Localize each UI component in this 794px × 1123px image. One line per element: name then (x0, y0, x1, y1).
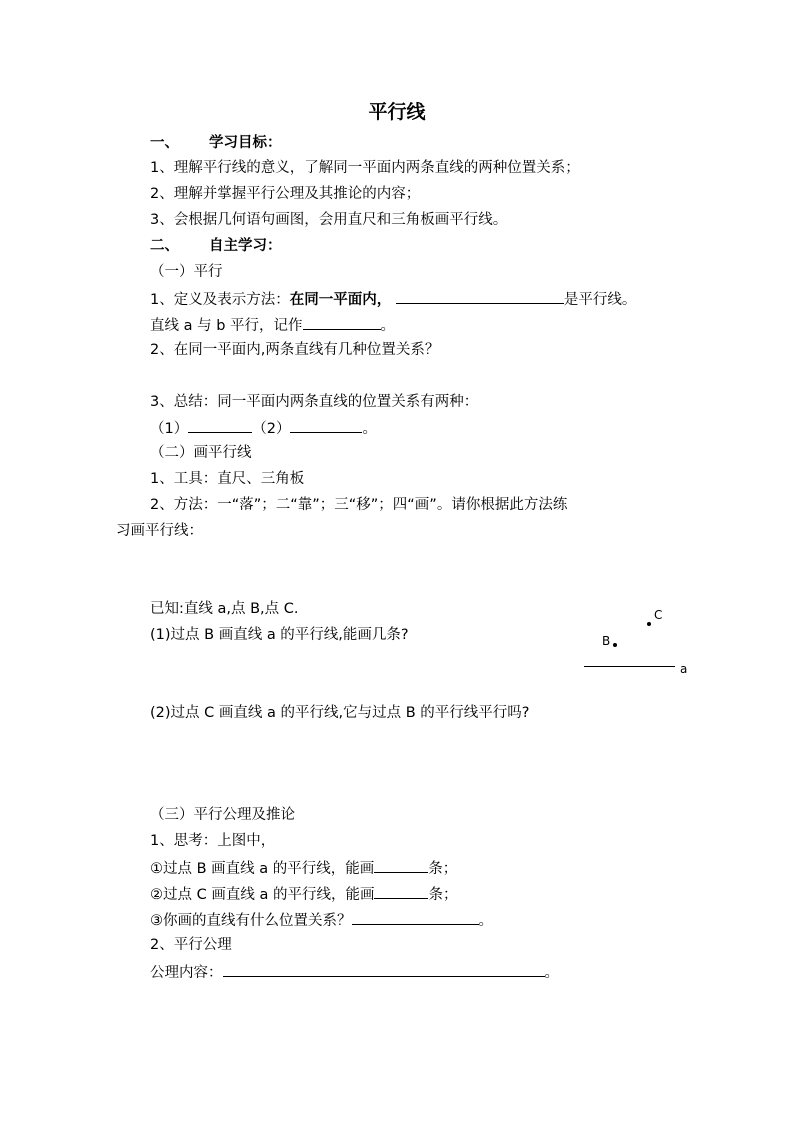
definition-suffix: 是平行线。 (563, 292, 637, 308)
axiom-content-prefix: 公理内容： (150, 965, 223, 981)
definition-bold: 在同一平面内， (289, 292, 392, 308)
answer-2-label: （2） (252, 421, 291, 437)
definition-prefix: 1、定义及表示方法： (150, 292, 290, 308)
point-c-label: C (654, 608, 663, 622)
given-line: 已知:直线 a,点 B,点 C. (150, 601, 299, 617)
section-2-number: 二、 (150, 238, 179, 254)
goal-3: 3、会根据几何语句画图，会用直尺和三角板画平行线。 (150, 212, 508, 228)
part-2-heading: （二）画平行线 (150, 445, 252, 461)
line-a-label: a (680, 662, 688, 676)
section-1-title: 学习目标： (209, 135, 282, 151)
goal-2: 2、理解并掌握平行公理及其推论的内容； (150, 186, 421, 202)
axiom-heading: 2、平行公理 (150, 937, 232, 953)
notation-blank[interactable] (303, 315, 381, 330)
q3-blank[interactable] (352, 910, 479, 925)
q1-suffix: 条； (428, 861, 458, 877)
q2-blank[interactable] (374, 884, 428, 899)
page-title: 平行线 (368, 101, 426, 123)
point-b-label: B (602, 634, 611, 648)
question-3: 3、总结：同一平面内两条直线的位置关系有两种： (150, 394, 479, 410)
section-1-number: 一、 (150, 135, 179, 151)
line-a (584, 666, 675, 667)
q1-blank[interactable] (374, 858, 428, 873)
section-2-heading (150, 237, 282, 255)
q2-prefix: ②过点 C 画直线 a 的平行线，能画 (150, 887, 375, 903)
part-3-heading: （三）平行公理及推论 (150, 807, 295, 823)
q2-suffix: 条； (428, 887, 458, 903)
q3-prefix: ③你画的直线有什么位置关系？ (150, 913, 352, 929)
definition-blank[interactable] (396, 289, 564, 304)
tools-line: 1、工具：直尺、三角板 (150, 471, 305, 487)
q1-prefix: ①过点 B 画直线 a 的平行线，能画 (150, 861, 375, 877)
think-line: 1、思考：上图中， (150, 833, 276, 849)
answer-1-blank[interactable] (188, 418, 252, 433)
exercise-1: (1)过点 B 画直线 a 的平行线,能画几条? (150, 627, 409, 643)
question-3-answers (150, 418, 377, 438)
notation-line (150, 315, 395, 335)
notation-suffix: 。 (380, 318, 396, 334)
axiom-content-line (150, 962, 559, 982)
notation-prefix: 直线 a 与 b 平行，记作 (150, 318, 303, 334)
question-circle-1 (150, 858, 457, 878)
q3-suffix: 。 (478, 913, 493, 929)
answer-1-label: （1） (150, 421, 189, 437)
definition-line (150, 289, 636, 309)
answer-end: 。 (362, 421, 377, 437)
part-1-heading: （一）平行 (150, 264, 223, 280)
method-line-1: 2、方法：一“落”；二“靠”；三“移”；四“画”。请你根据此方法练 (150, 497, 568, 513)
question-circle-2 (150, 884, 457, 904)
axiom-content-suffix: 。 (544, 965, 559, 981)
exercise-2: (2)过点 C 画直线 a 的平行线,它与过点 B 的平行线平行吗? (150, 705, 530, 721)
answer-2-blank[interactable] (290, 418, 362, 433)
question-2: 2、在同一平面内,两条直线有几种位置关系？ (150, 342, 440, 358)
axiom-content-blank[interactable] (223, 962, 545, 977)
point-c-dot (647, 622, 651, 626)
section-1-heading (150, 134, 282, 152)
section-2-title: 自主学习： (209, 238, 282, 254)
method-line-2: 习画平行线： (116, 523, 203, 539)
goal-1: 1、理解平行线的意义，了解同一平面内两条直线的两种位置关系； (150, 160, 580, 176)
question-circle-3 (150, 910, 493, 930)
point-b-dot (613, 643, 617, 647)
